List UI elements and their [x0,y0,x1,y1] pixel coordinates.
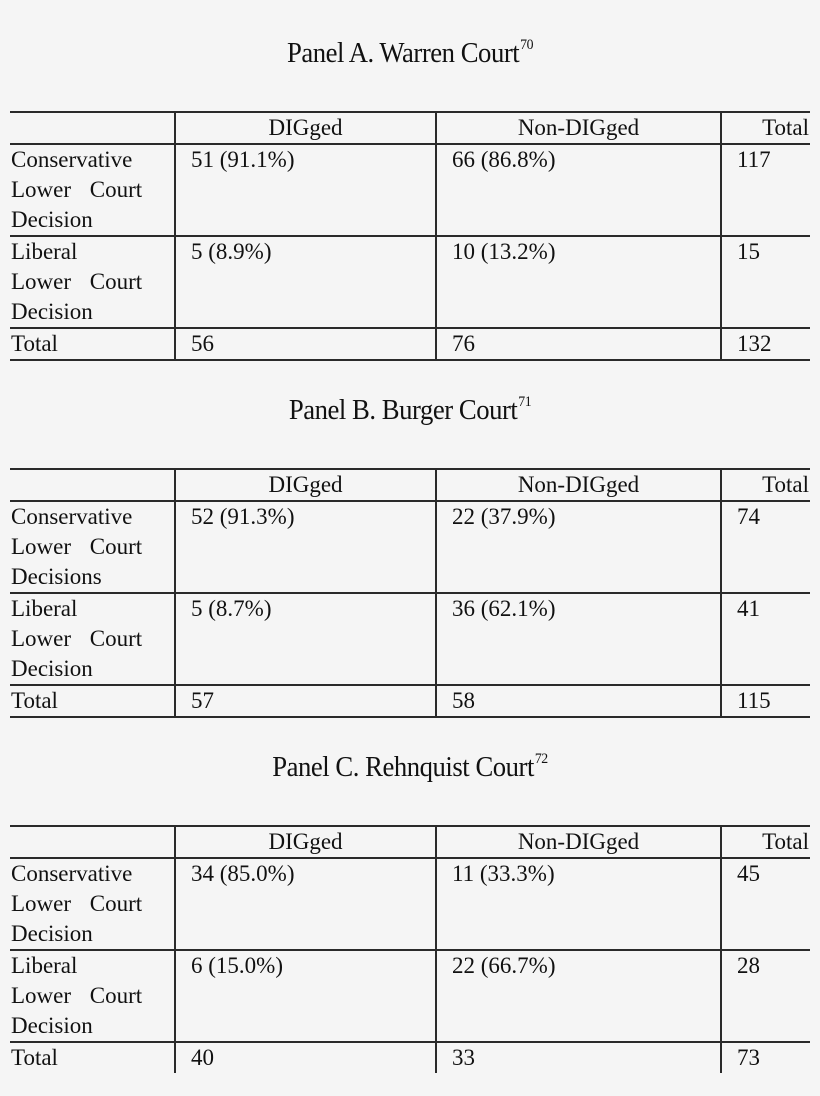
panel-b-title-text: Panel B. Burger Court [288,394,518,426]
table-row [10,593,810,685]
panel-a-title-text: Panel A. Warren Court [286,37,520,69]
row-label-line: Decision [11,1013,93,1038]
row-label-line: Liberal [11,953,78,978]
cell-digged: 51 (91.1%) [175,144,436,236]
row-label [10,236,175,328]
table-row [10,236,810,328]
cell-digged: 5 (8.9%) [175,236,436,328]
cell-digged: 5 (8.7%) [175,593,436,685]
cell-non-digged: 36 (62.1%) [436,593,721,685]
row-label-line: Lower Court [11,891,143,916]
panel-a-footnote: 70 [520,37,534,53]
cell-non-digged: 33 [436,1042,721,1073]
row-label-line: Lower Court [11,534,143,559]
panel-a-table [10,111,810,361]
header-non-digged: Non-DIGged [436,469,721,501]
table-row [10,858,810,950]
row-label-line: Liberal [11,596,78,621]
row-label-line: Decision [11,921,93,946]
row-label-line: Lower Court [11,269,143,294]
row-label-line: Decision [11,299,93,324]
header-total: Total [721,469,810,501]
row-label-line: Decision [11,656,93,681]
panel-c-title [33,751,787,784]
cell-total: 132 [721,328,810,360]
row-label-line: Conservative [11,147,133,172]
table-total-row [10,1042,810,1073]
cell-non-digged: 76 [436,328,721,360]
table-header-row [10,826,810,858]
row-label [10,950,175,1042]
row-label-line: Decision [11,207,93,232]
table-row [10,501,810,593]
row-label-line: Liberal [11,239,78,264]
cell-total: 117 [721,144,810,236]
cell-non-digged: 66 (86.8%) [436,144,721,236]
header-non-digged: Non-DIGged [436,826,721,858]
cell-non-digged: 22 (66.7%) [436,950,721,1042]
panel-c-footnote: 72 [534,751,548,767]
table-total-row [10,328,810,360]
cell-non-digged: 10 (13.2%) [436,236,721,328]
cell-total: 115 [721,685,810,717]
row-label [10,858,175,950]
panel-b-table [10,468,810,718]
cell-total: 15 [721,236,810,328]
header-blank [10,112,175,144]
cell-digged: 52 (91.3%) [175,501,436,593]
row-label: Total [10,1042,175,1073]
header-blank [10,469,175,501]
cell-non-digged: 22 (37.9%) [436,501,721,593]
row-label-line: Lower Court [11,626,143,651]
row-label-line: Lower Court [11,177,143,202]
cell-total: 73 [721,1042,810,1073]
row-label [10,144,175,236]
row-label [10,593,175,685]
table-row [10,950,810,1042]
panel-c-table [10,825,810,1073]
row-label-line: Lower Court [11,983,143,1008]
table-row [10,144,810,236]
cell-digged: 56 [175,328,436,360]
cell-total: 74 [721,501,810,593]
cell-digged: 40 [175,1042,436,1073]
header-total: Total [721,826,810,858]
row-label: Total [10,328,175,360]
table-header-row [10,469,810,501]
row-label-line: Decisions [11,564,102,589]
table-total-row [10,685,810,717]
table-header-row [10,112,810,144]
cell-digged: 34 (85.0%) [175,858,436,950]
cell-total: 45 [721,858,810,950]
header-digged: DIGged [175,112,436,144]
cell-digged: 57 [175,685,436,717]
cell-total: 41 [721,593,810,685]
cell-total: 28 [721,950,810,1042]
cell-non-digged: 11 (33.3%) [436,858,721,950]
panel-c-title-text: Panel C. Rehnquist Court [272,751,534,783]
row-label-line: Conservative [11,504,133,529]
header-blank [10,826,175,858]
cell-digged: 6 (15.0%) [175,950,436,1042]
header-non-digged: Non-DIGged [436,112,721,144]
panel-b-footnote: 71 [518,394,532,410]
row-label-line: Conservative [11,861,133,886]
header-digged: DIGged [175,826,436,858]
header-digged: DIGged [175,469,436,501]
row-label [10,501,175,593]
cell-non-digged: 58 [436,685,721,717]
row-label: Total [10,685,175,717]
header-total: Total [721,112,810,144]
panel-a-title [33,37,787,70]
panel-b-title [33,394,787,427]
